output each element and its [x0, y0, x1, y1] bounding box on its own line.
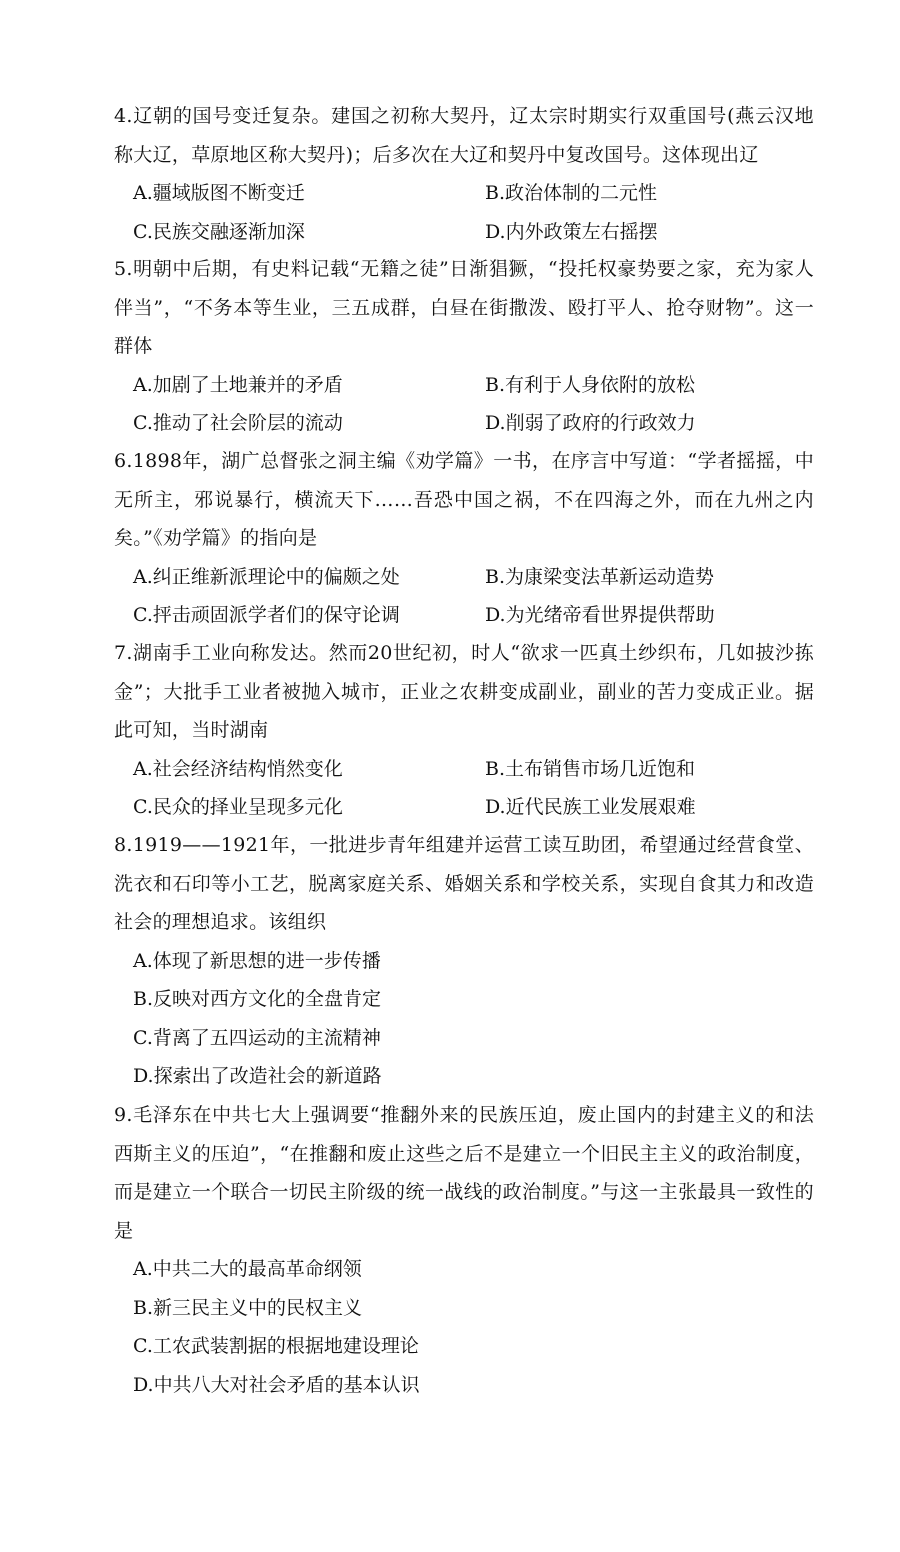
option-b: B.有利于人身依附的放松 [485, 373, 696, 396]
option-d: D.中共八大对社会矛盾的基本认识 [133, 1373, 420, 1396]
option-d: D.近代民族工业发展艰难 [485, 796, 696, 818]
question-4 [114, 97, 814, 251]
question-stem: 5.明朝中后期，有史料记载“无籍之徒”日渐猖獗，“投托权豪势要之家，充为家人伴当”，“不务本等生业，三五成群，白昼在街撒泼、殴打平人、抢夺财物”。这一群体 [114, 258, 814, 357]
option-b: B.反映对西方文化的全盘肯定 [133, 988, 382, 1010]
option-a: A.加剧了土地兼并的矛盾 [133, 373, 343, 396]
option-row [114, 213, 814, 252]
option-c: C.民众的择业呈现多元化 [133, 796, 343, 818]
option-b: B.土布销售市场几近饱和 [485, 757, 696, 780]
question-9 [114, 1096, 814, 1404]
option-c: C.工农武装割据的根据地建设理论 [133, 1335, 419, 1357]
question-5 [114, 250, 814, 443]
option-a: A.纠正维新派理论中的偏颇之处 [133, 565, 400, 588]
option-row [114, 174, 814, 213]
option-c: C.民族交融逐渐加深 [133, 220, 305, 243]
option-c: C.推动了社会阶层的流动 [133, 412, 343, 434]
option-row [114, 366, 814, 405]
option-d: D.削弱了政府的行政效力 [485, 412, 696, 434]
option-a: A.疆域版图不断变迁 [133, 182, 305, 204]
option-b: B.为康梁变法革新运动造势 [485, 565, 715, 588]
option-b: B.政治体制的二元性 [485, 182, 658, 204]
option-row [114, 404, 814, 443]
option-a: A.中共二大的最高革命纲领 [133, 1258, 362, 1280]
option-row [114, 788, 814, 827]
option-row [114, 750, 814, 789]
option-c: C.背离了五四运动的主流精神 [133, 1026, 381, 1049]
question-7 [114, 634, 814, 827]
option-c: C.抨击顽固派学者们的保守论调 [133, 604, 400, 626]
option-a: A.社会经济结构悄然变化 [133, 757, 343, 780]
option-row [114, 596, 814, 635]
question-stem: 8.1919——1921年，一批进步青年组建并运营工读互助团，希望通过经营食堂、洗衣和石印等小工艺，脱离家庭关系、婚姻关系和学校关系，实现自食其力和改造社会的理想追求。该组织 [114, 834, 814, 933]
question-8 [114, 826, 814, 1096]
option-a: A.体现了新思想的进一步传播 [133, 949, 381, 972]
option-row [114, 558, 814, 597]
option-d: D.内外政策左右摇摆 [485, 220, 658, 243]
question-6 [114, 442, 814, 635]
option-d: D.探索出了改造社会的新道路 [133, 1065, 382, 1087]
question-stem: 6.1898年，湖广总督张之洞主编《劝学篇》一书，在序言中写道：“学者摇摇，中无所主，邪说暴行，横流天下……吾恐中国之祸，不在四海之外，而在九州之内矣。”《劝学篇》的指向是 [114, 450, 814, 549]
option-d: D.为光绪帝看世界提供帮助 [485, 604, 715, 626]
question-stem: 7.湖南手工业向称发达。然而20世纪初，时人“欲求一匹真土纱织布，几如披沙拣金”；大批手工业者被抛入城市，正业之农耕变成副业，副业的苦力变成正业。据此可知，当时湖南 [114, 642, 814, 741]
question-stem: 9.毛泽东在中共七大上强调要“推翻外来的民族压迫，废止国内的封建主义的和法西斯主义的压迫”，“在推翻和废止这些之后不是建立一个旧民主主义的政治制度，而是建立一个联合一切民主阶级的统一战线的政治制度。”与这一主张最具一致性的是 [114, 1104, 814, 1242]
question-stem: 4.辽朝的国号变迁复杂。建国之初称大契丹，辽太宗时期实行双重国号(燕云汉地称大辽，草原地区称大契丹)；后多次在大辽和契丹中复改国号。这体现出辽 [114, 105, 814, 166]
option-b: B.新三民主义中的民权主义 [133, 1296, 363, 1319]
